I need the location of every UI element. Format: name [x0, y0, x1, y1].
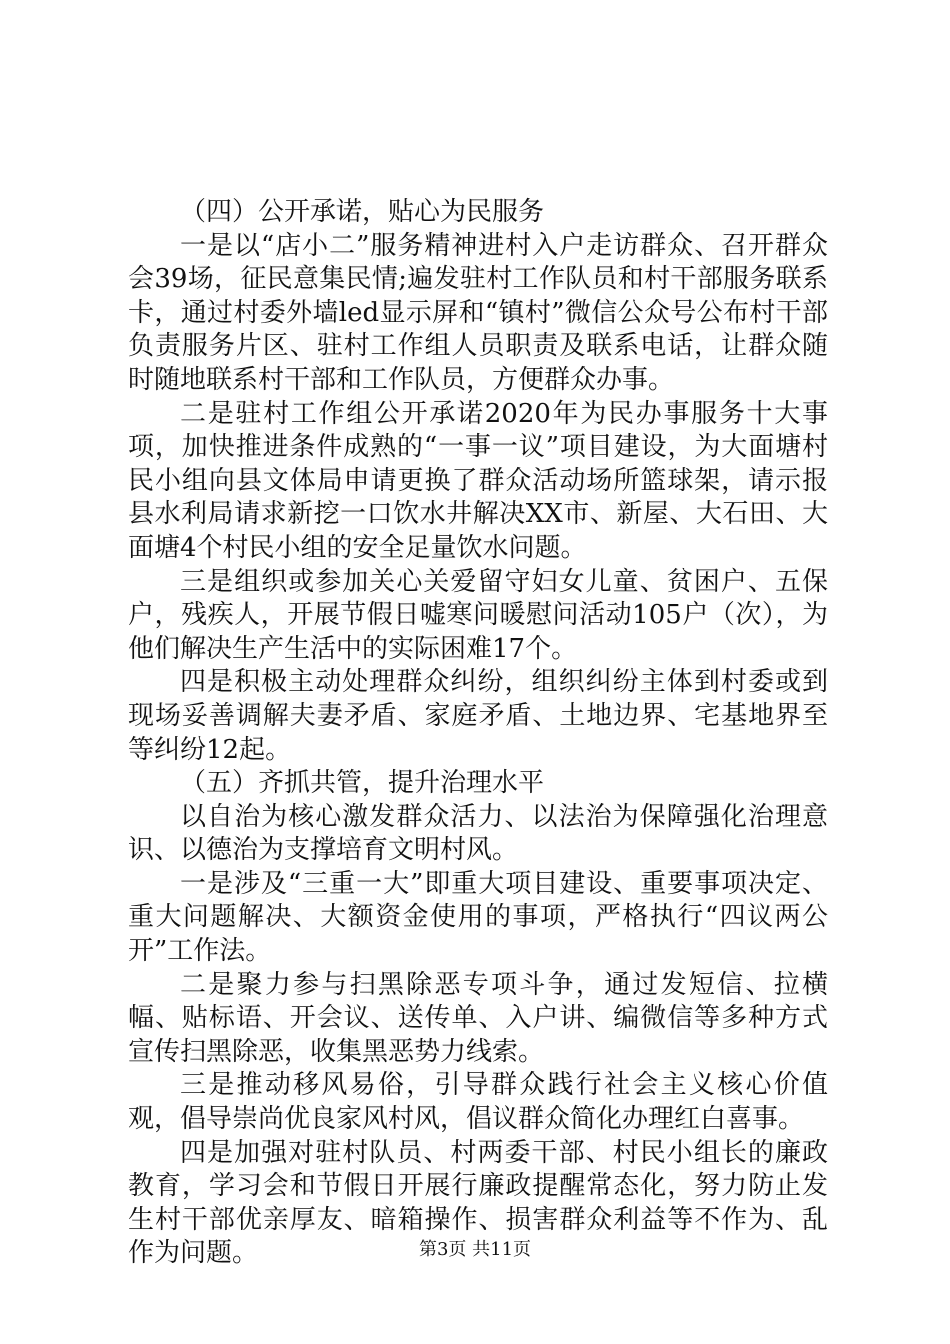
paragraph: 三是组织或参加关心关爱留守妇女儿童、贫困户、五保户，残疾人，开展节假日嘘寒问暖慰问活动105户（次），为他们解决生产生活中的实际困难17个。 — [128, 566, 828, 664]
paragraph: 四是加强对驻村队员、村两委干部、村民小组长的廉政教育，学习会和节假日开展行廉政提醒常态化，努力防止发生村干部优亲厚友、暗箱操作、损害群众利益等不作为、乱作为问题。 — [128, 1137, 828, 1269]
paragraph: 一是涉及“三重一大”即重大项目建设、重要事项决定、重大问题解决、大额资金使用的事项，严格执行“四议两公开”工作法。 — [128, 868, 828, 967]
paragraph: 一是以“店小二”服务精神进村入户走访群众、召开群众会39场，征民意集民情;遍发驻村工作队员和村干部服务联系卡，通过村委外墙led显示屏和“镇村”微信公众号公布村干部负责服务片区、驻村工作组人员职责及联系电话，让群众随时随地联系村干部和工作队员，方便群众办事。 — [128, 230, 828, 395]
paragraph: 四是积极主动处理群众纠纷，组织纠纷主体到村委或到现场妥善调解夫妻矛盾、家庭矛盾、土地边界、宅基地界至等纠纷12起。 — [128, 667, 828, 765]
paragraph: 二是聚力参与扫黑除恶专项斗争，通过发短信、拉横幅、贴标语、开会议、送传单、入户讲、编微信等多种方式宣传扫黑除恶，收集黑恶势力线索。 — [128, 969, 828, 1067]
section-heading-5: （五）齐抓共管，提升治理水平 — [180, 768, 545, 799]
paragraph: 二是驻村工作组公开承诺2020年为民办事服务十大事项，加快推进条件成熟的“一事一议”项目建设，为大面塘村民小组向县文体局申请更换了群众活动场所篮球架，请示报县水利局请求新挖一口饮水井解决XX市、新屋、大石田、大面塘4个村民小组的安全足量饮水问题。 — [128, 398, 828, 563]
paragraph: 三是推动移风易俗，引导群众践行社会主义核心价值观，倡导崇尚优良家风村风，倡议群众简化办理红白喜事。 — [128, 1070, 828, 1135]
page-number-footer: 第3页 共11页 — [418, 1239, 532, 1260]
section-heading-4: （四）公开承诺，贴心为民服务 — [180, 197, 545, 227]
paragraph: 以自治为核心激发群众活力、以法治为保障强化治理意识、以德治为支撑培育文明村风。 — [128, 801, 828, 866]
document-body — [128, 196, 828, 1271]
